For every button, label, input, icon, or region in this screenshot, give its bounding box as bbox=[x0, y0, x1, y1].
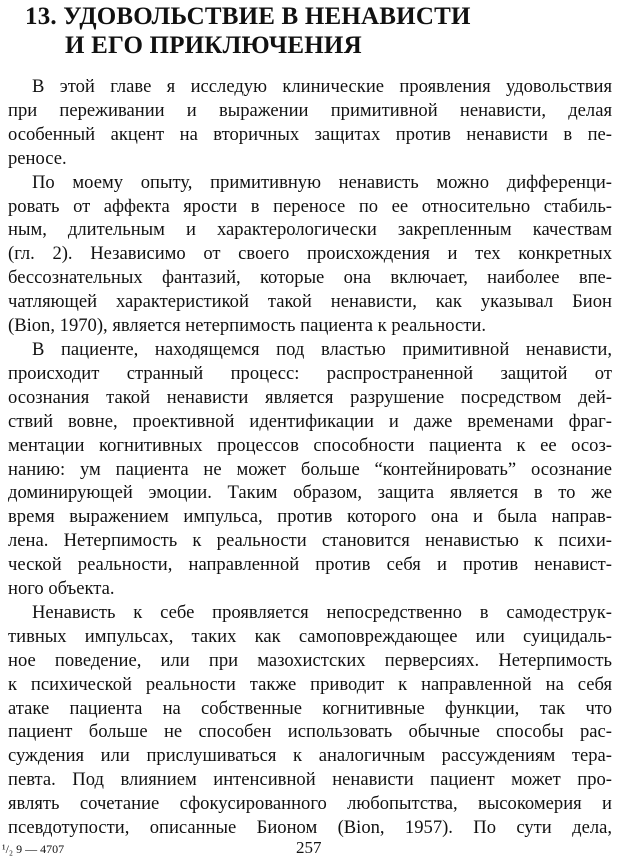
text-line: ного объекта. bbox=[8, 578, 115, 600]
paragraph bbox=[8, 338, 612, 601]
chapter-title bbox=[25, 2, 605, 60]
text-line: ное поведение, или при мазохистских перверсиях. Нетерпимость bbox=[8, 649, 612, 671]
paragraph bbox=[8, 171, 612, 338]
text-line: доминирующей эмоции. Таким образом, защита является в то же bbox=[8, 482, 612, 504]
text-line: ным, длительным и характерологически закрепленным качествам bbox=[8, 219, 612, 241]
text-line: (Bion, 1970), является нетерпимость пациента к реальности. bbox=[8, 315, 486, 337]
text-line: бессознательных фантазий, которые она включает, наиболее впе- bbox=[8, 267, 612, 289]
text-line: к психической реальности также приводит к направленной на себя bbox=[8, 673, 612, 695]
text-line: реносе. bbox=[8, 147, 67, 169]
text-line: чатляющей характеристикой такой ненависти, как указывал Бион bbox=[8, 291, 612, 313]
text-line: ствий вовне, проективной идентификации и даже временами фраг- bbox=[8, 410, 612, 432]
text-line: певта. Под влиянием интенсивной ненависти пациент может про- bbox=[8, 769, 612, 791]
text-line: В этой главе я исследую клинические проявления удовольствия bbox=[32, 76, 612, 97]
page-number: 257 bbox=[296, 838, 322, 857]
printer-signature: ¹/₂ 9 — 4707 bbox=[2, 842, 65, 856]
text-line: Ненависть к себе проявляется непосредственно в самодеструк- bbox=[32, 601, 612, 623]
text-line: происходит странный процесс: распространенной защитой от bbox=[8, 362, 612, 384]
text-line: ровать от аффекта ярости в переносе по ее относительно стабиль- bbox=[8, 195, 612, 217]
text-line: нанию: ум пациента не может больше “контейнировать” осознание bbox=[8, 458, 612, 480]
text-line: суждения или прислушиваться к аналогичным рассуждениям тера- bbox=[8, 745, 612, 767]
text-line: лена. Нетерпимость к реальности становится ненавистью к психи- bbox=[8, 530, 612, 552]
text-line: ческой реальности, направленной против себя и против ненавист- bbox=[8, 554, 612, 576]
paragraph bbox=[8, 601, 612, 840]
text-line: псевдотупости, описанные Бионом (Bion, 1957). По сути дела, bbox=[8, 817, 612, 839]
chapter-title-line-1: 13. УДОВОЛЬСТВИЕ В НЕНАВИСТИ bbox=[25, 3, 471, 30]
page-footer bbox=[0, 838, 620, 860]
text-line: В пациенте, находящемся под властью примитивной ненависти, bbox=[32, 338, 612, 360]
text-line: особенный акцент на вторичных защитах против ненависти в пе- bbox=[8, 123, 612, 145]
text-line: осознания такой ненависти является разрушение посредством дей- bbox=[8, 386, 612, 408]
text-line: являть сочетание сфокусированного любопытства, высокомерия и bbox=[8, 793, 612, 815]
paragraph bbox=[8, 75, 612, 171]
text-line: пациент больше не способен использовать обычные способы рас- bbox=[8, 721, 612, 743]
text-line: ментации когнитивных процессов способности пациента к ее осоз- bbox=[8, 434, 612, 456]
text-line: время выражением импульса, против которого она и была направ- bbox=[8, 506, 612, 528]
text-line: тивных импульсах, таких как самоповреждающее или суицидаль- bbox=[8, 625, 612, 647]
text-line: при переживании и выражении примитивной ненависти, делая bbox=[8, 99, 612, 121]
text-line: По моему опыту, примитивную ненависть можно дифференци- bbox=[32, 171, 612, 193]
body-text bbox=[8, 75, 612, 840]
text-line: (гл. 2). Независимо от своего происхождения и тех конкретных bbox=[8, 243, 612, 265]
chapter-title-line-2: И ЕГО ПРИКЛЮЧЕНИЯ bbox=[65, 32, 362, 59]
text-line: атаке пациента на собственные когнитивные функции, так что bbox=[8, 697, 612, 719]
